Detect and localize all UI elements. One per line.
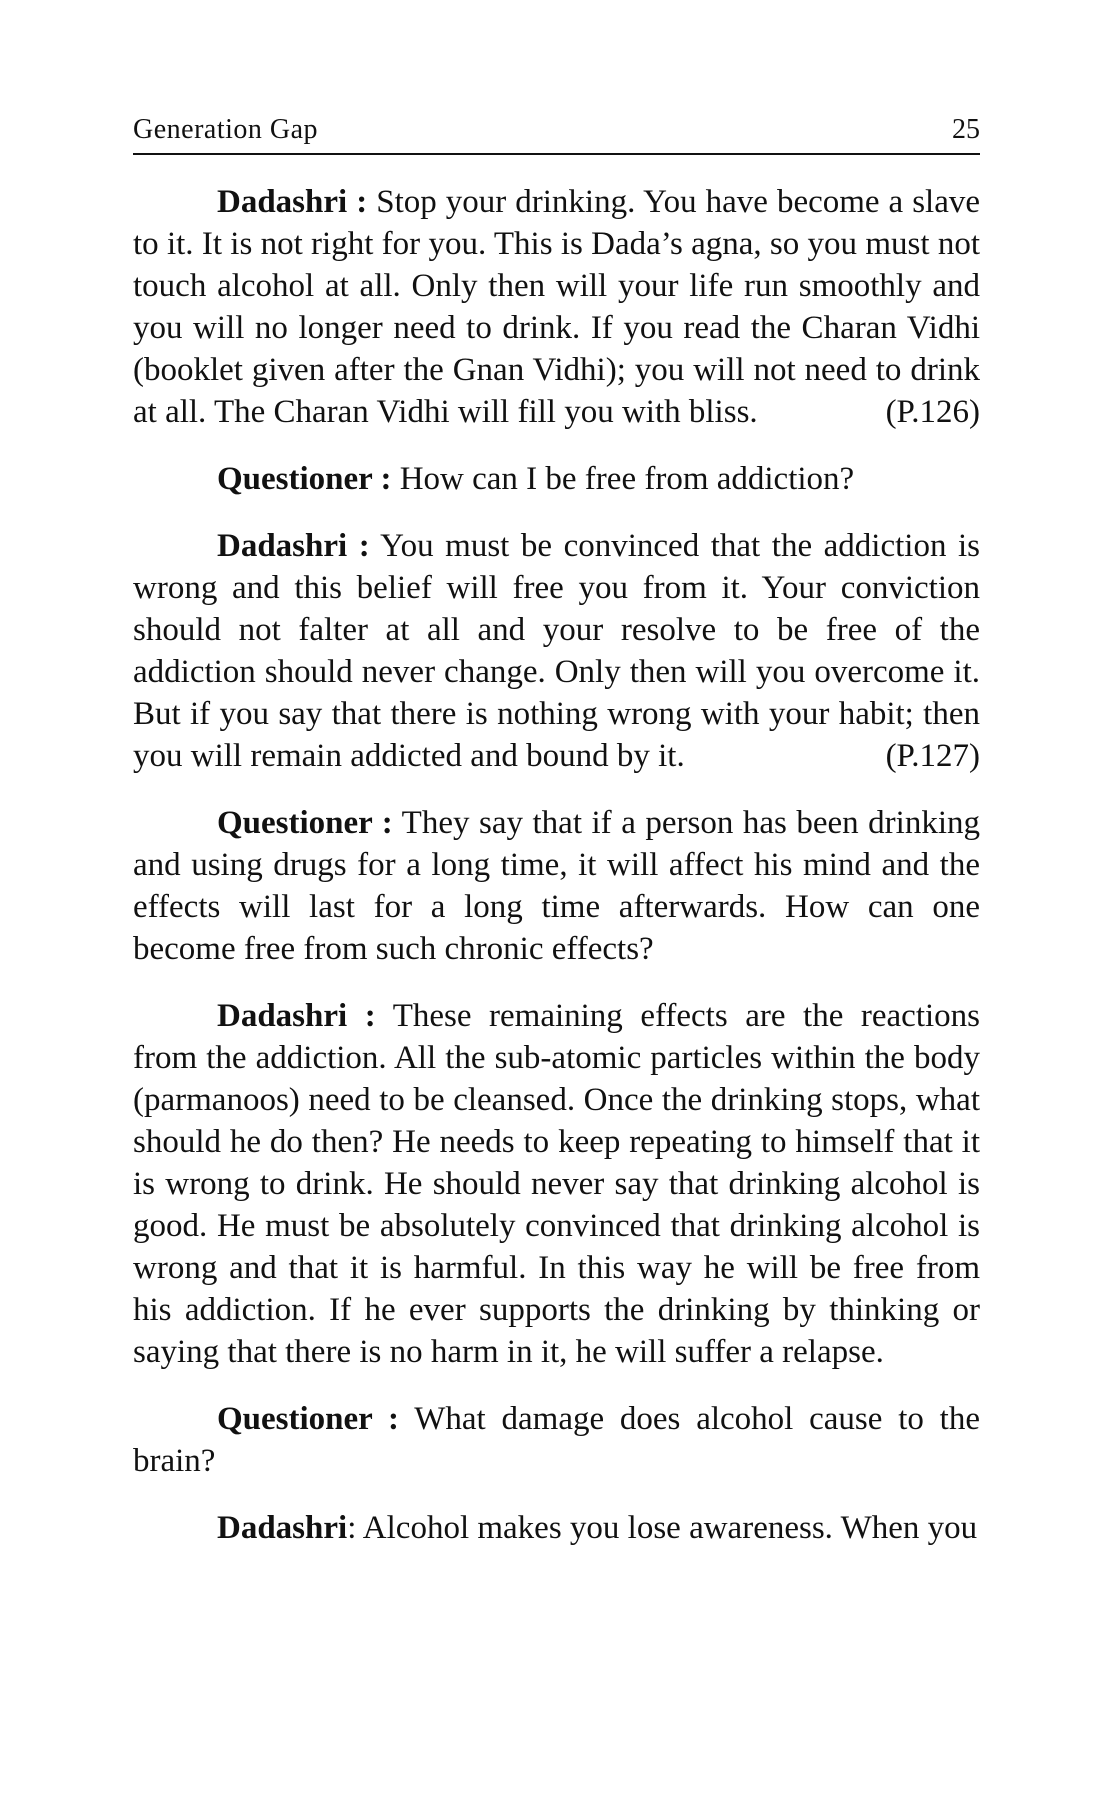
speaker-label: Questioner : — [217, 1401, 400, 1437]
dialogue-paragraph-3 — [133, 525, 980, 777]
paragraph-text: How can I be free from addiction? — [399, 461, 855, 497]
running-header — [133, 114, 980, 154]
dialogue-paragraph-5 — [133, 995, 980, 1373]
header-divider — [133, 153, 980, 155]
page-reference: (P.127) — [885, 738, 980, 774]
dialogue-paragraph-2 — [133, 458, 980, 500]
dialogue-paragraph-7 — [133, 1507, 980, 1549]
speaker-label: Dadashri : — [217, 528, 370, 564]
page-reference: (P.126) — [885, 394, 980, 430]
dialogue-paragraph-4 — [133, 802, 980, 970]
dialogue-paragraph-1 — [133, 181, 980, 433]
dialogue-paragraph-6 — [133, 1398, 980, 1482]
speaker-label: Dadashri : — [217, 998, 376, 1034]
speaker-label: Questioner : — [217, 805, 393, 841]
paragraph-text: These remaining effects are the reactions from the addiction. All the sub-atomic particles within the body (parmanoos) need to be cleansed. Once the drinking stops, what should he do then? He needs to keep repeating to himself that it is wrong to drink. He should never say that drinking alcohol is good. He must be absolutely convinced that drinking alcohol is wrong and that it is harmful. In this way he will be free from his addiction. If he ever supports the drinking by thinking or saying that there is no harm in it, he will suffer a relapse. — [133, 998, 981, 1370]
page-number: 25 — [952, 114, 980, 145]
paragraph-text: : Alcohol makes you lose awareness. When you — [347, 1510, 978, 1546]
paragraph-text: You must be convinced that the addiction is wrong and this belief will free you from it. Your conviction should not falter at all and your resolve to be free of the addiction should never change. Only then will you overcome it. But if you say that there is nothing wrong with your habit; then you will remain addicted and bound by it. — [133, 528, 981, 774]
paragraph-text: They say that if a person has been drinking and using drugs for a long time, it will affect his mind and the effects will last for a long time afterwards. How can one become free from such chronic effects? — [133, 805, 981, 967]
speaker-label: Questioner : — [217, 461, 392, 497]
paragraph-text: Stop your drinking. You have become a slave to it. It is not right for you. This is Dada’s agna, so you must not touch alcohol at all. Only then will your life run smoothly and you will no longer need to drink. If you read the Charan Vidhi (booklet given after the Gnan Vidhi); you will not need to drink at all. The Charan Vidhi will fill you with bliss. — [133, 184, 981, 430]
speaker-label: Dadashri — [217, 1510, 348, 1546]
running-header-title: Generation Gap — [133, 114, 319, 145]
paragraph-text: What damage does alcohol cause to the brain? — [133, 1401, 980, 1479]
speaker-label: Dadashri : — [217, 184, 368, 220]
page-body — [133, 181, 980, 1549]
